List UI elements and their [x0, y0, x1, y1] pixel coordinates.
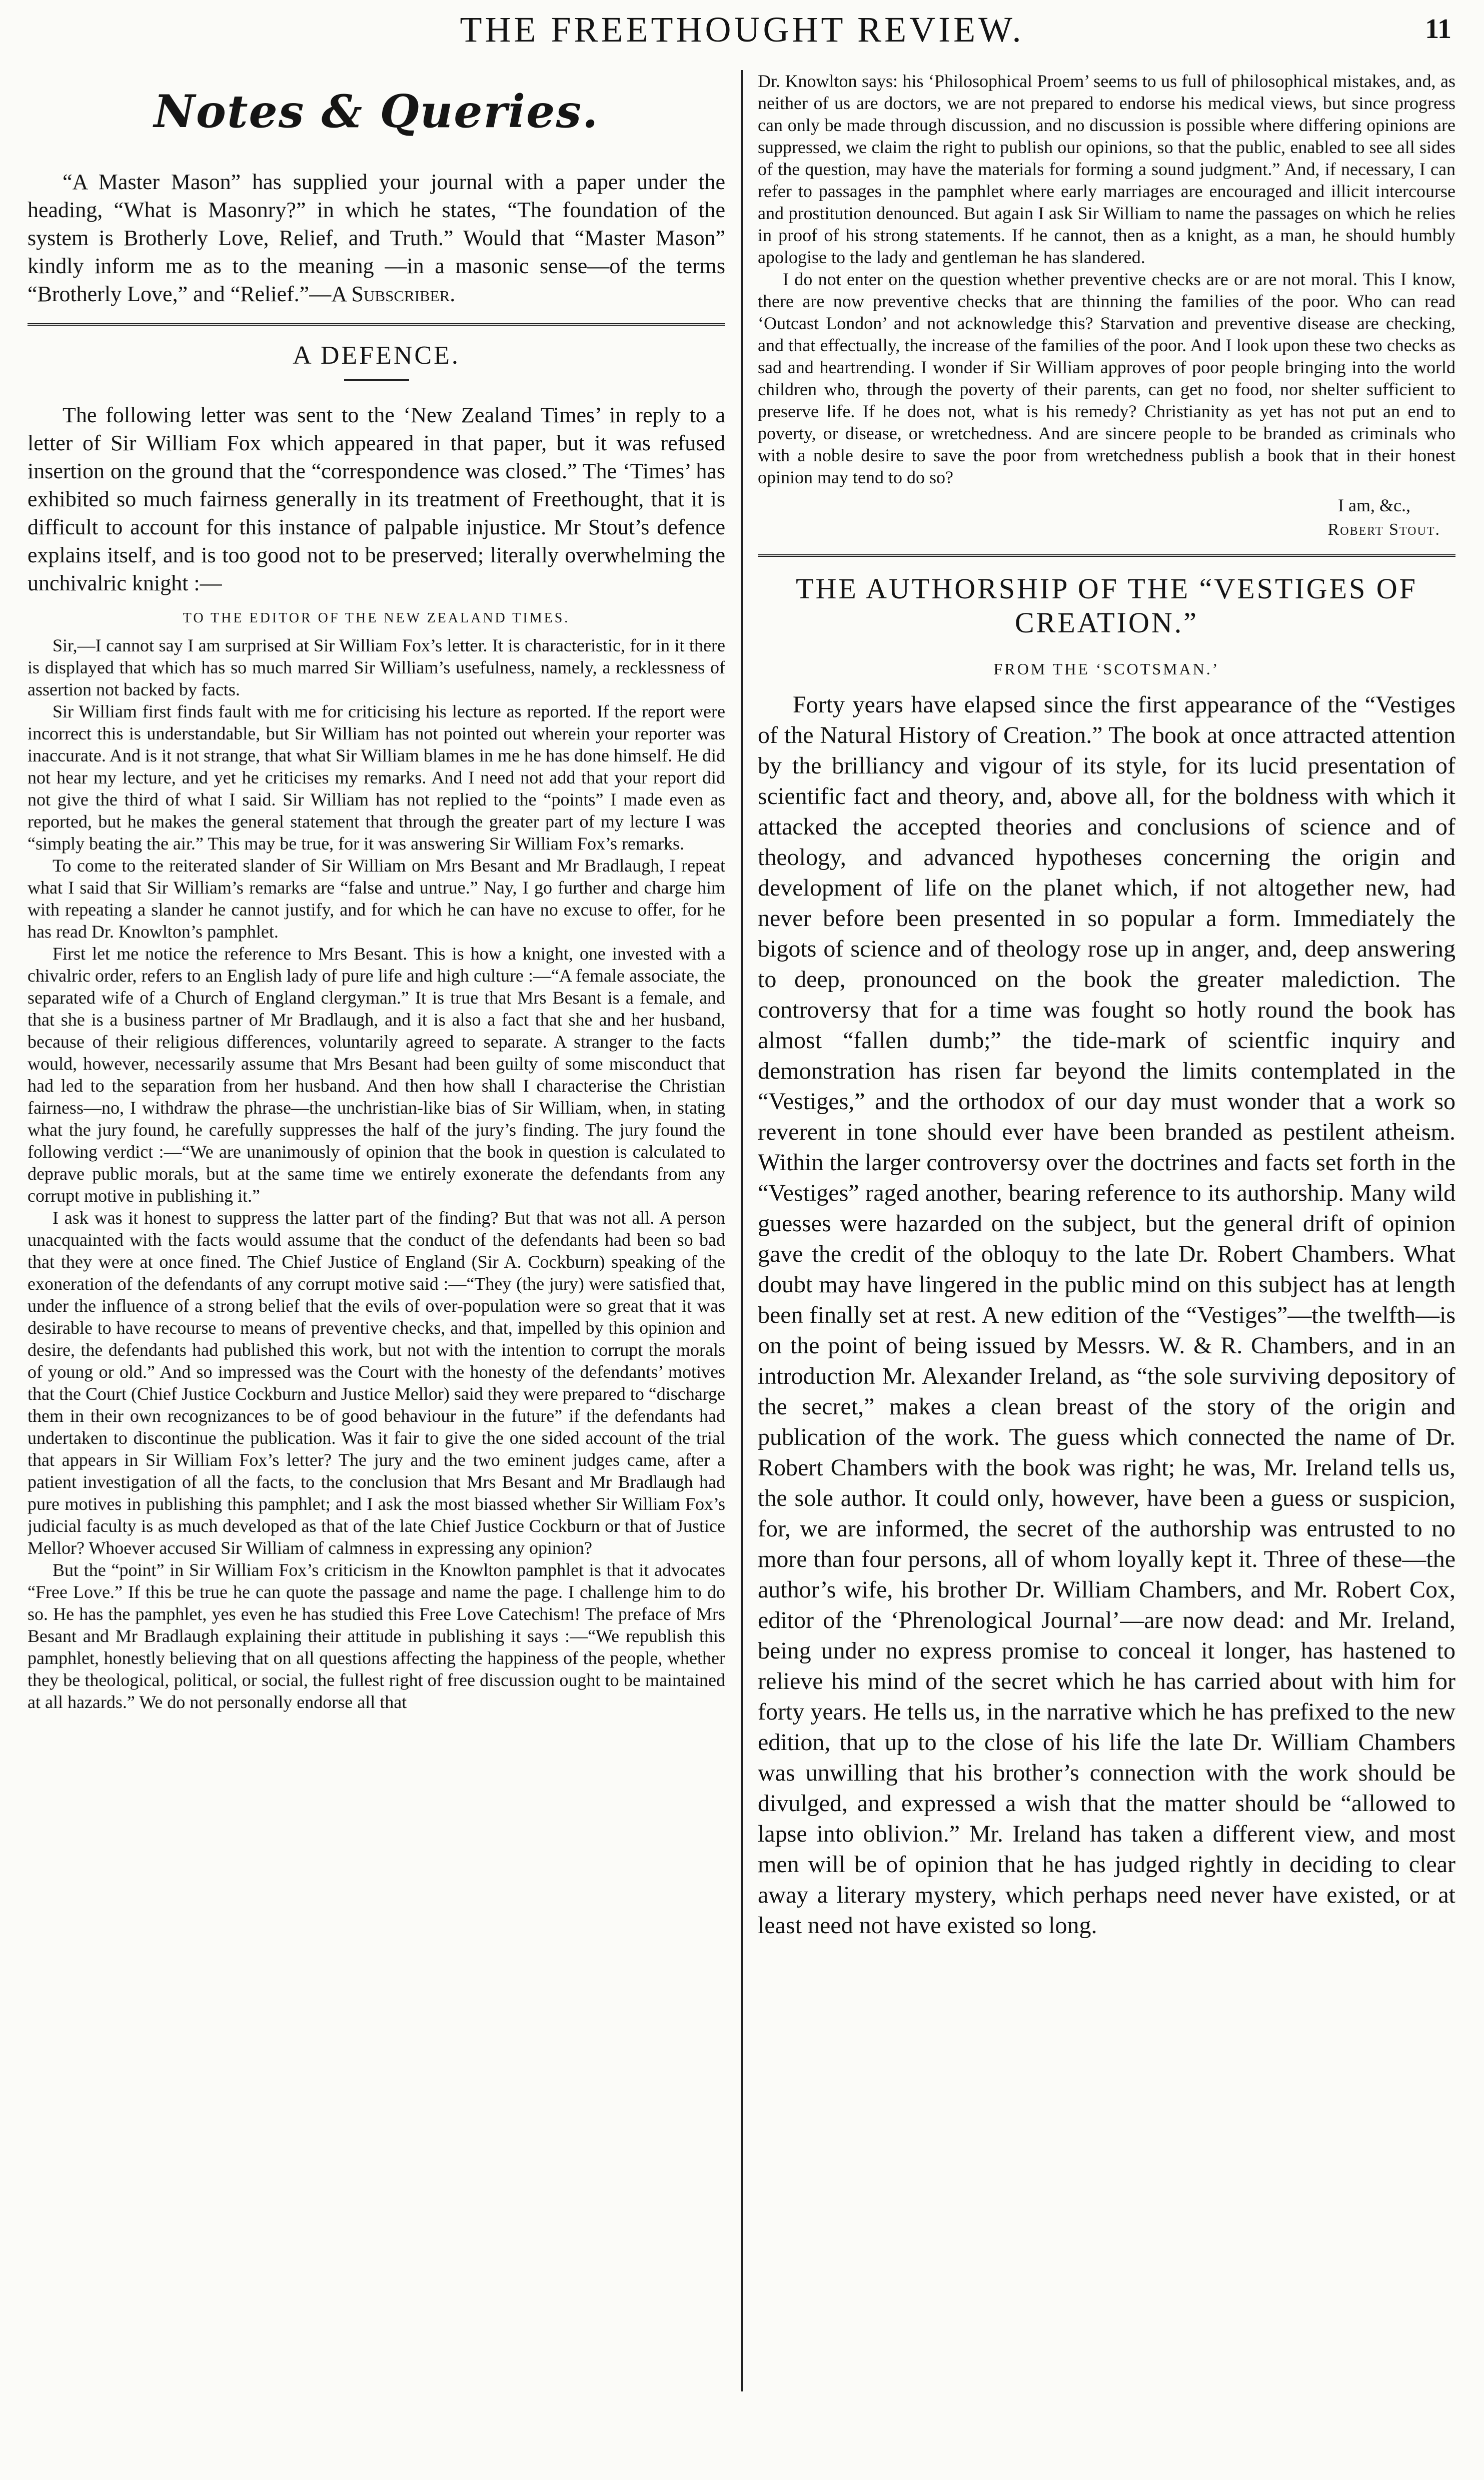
- letter-paragraph: Sir William first finds fault with me for criticising his lecture as reported. If the report were incorrect this is understandable, but Sir William has not pointed out wherein your reporter was inaccurate. And is it not strange, that what Sir William blames in me he has done himself. He did not hear my lecture, and yet he criticises my remarks. And I need not add that your report did not give the third of what I said. Sir William has not replied to the “points” I made even as reported, but he makes the general statement that through the greater part of my lecture I was “simply beating the air.” This may be true, for it was answering Sir William Fox’s remarks.: [28, 701, 725, 854]
- query-body: “A Master Mason” has supplied your journal with a paper under the heading, “What is Masonry?” in which he states, “The foundation of the system is Brotherly Love, Relief, and Truth.” Would that “Master Mason” kindly inform me as to the meaning —in a masonic sense—of the terms “Brotherly Love,” and “Relief.”—: [28, 170, 725, 306]
- letter-author: Robert Stout.: [1327, 520, 1440, 539]
- right-column: [758, 70, 1455, 2401]
- page-number: 11: [1425, 14, 1451, 45]
- letter-continuation: Dr. Knowlton says: his ‘Philosophical Proem’ seems to us full of philosophical mistakes, and, as neither of us are doctors, we are not prepared to endorse his medical views, but since progress can only be made through discussion, and no discussion is possible where differing opinions are suppressed, we claim the right to publish our opinions, so that the public, enabled to see all sides of the question, may have the materials for forming a sound judgment.” And, if necessary, I can refer to passages in the pamphlet where early marriages are encouraged and illicit intercourse and prostitution denounced. But again I ask Sir William to name the passages on which he relies in proof of his strong statements. If he cannot, then as a knight, as a man, he should humbly apologise to the lady and gentleman he has slandered.: [758, 71, 1455, 267]
- page-header: [0, 0, 1484, 70]
- notes-query-text: [28, 168, 725, 308]
- vestiges-title: THE AUTHORSHIP OF THE “VESTIGES OF CREATION.”: [796, 572, 1417, 639]
- short-rule: [344, 379, 409, 381]
- journal-title: THE FREETHOUGHT REVIEW.: [460, 10, 1024, 50]
- left-column: [28, 70, 725, 2401]
- column-divider: [741, 70, 743, 2391]
- letter-paragraph: First let me notice the reference to Mrs Besant. This is how a knight, one invested with a chivalric order, refers to an English lady of pure life and high culture :—“A female associate, the separated wife of a Church of England clergyman.” It is true that Mrs Besant is a female, and that she is a business partner of Mr Bradlaugh, and it is also a fact that she and her husband, because of their religious differences, voluntarily agreed to separate. A stranger to the facts would, however, necessarily assume that Mrs Besant had been guilty of some misconduct that had led to the separation from her husband. And then how shall I characterise the Christian fairness—no, I withdraw the phrase—the unchristian-like bias of Sir William, when, in stating what the jury found, he carefully suppresses the half of the jury’s finding. The jury found the following verdict :—“We are unanimously of opinion that the book in question is calculated to deprave public morals, but at the same time we entirely exonerate the defendants from any corrupt motive in publishing it.”: [28, 944, 725, 1206]
- section-divider: [758, 554, 1455, 557]
- letter-paragraph: To come to the reiterated slander of Sir William on Mrs Besant and Mr Bradlaugh, I repeat what I said that Sir William’s remarks are “false and untrue.” Nay, I go further and charge him with repeating a slander he cannot justify, and for which he can have no excuse to offer, for he has read Dr. Knowlton’s pamphlet.: [28, 856, 725, 942]
- letter-paragraph: But the “point” in Sir William Fox’s criticism in the Knowlton pamphlet is that it advocates “Free Love.” If this be true he can quote the passage and name the page. I challenge him to do so. He has the pamphlet, yes even he has studied this Free Love Catechism! The preface of Mrs Besant and Mr Bradlaugh explaining their attitude in publishing it says :—“We republish this pamphlet, honestly believing that on all questions affecting the happiness of the people, whether they be theological, political, or social, the fullest right of free discussion ought to be maintained at all hazards.” We do not personally endorse all that: [28, 1560, 725, 1712]
- notes-queries-title: Notes & Queries.: [154, 85, 599, 138]
- section-divider: [28, 323, 725, 326]
- to-editor-heading: TO THE EDITOR OF THE NEW ZEALAND TIMES.: [183, 610, 570, 626]
- query-signature: A Subscriber.: [331, 282, 456, 306]
- vestiges-body: Forty years have elapsed since the first appearance of the “Vestiges of the Natural History of Creation.” The book at once attracted attention by the brilliancy and vigour of its style, for its lucid presentation of scientific fact and theory, and, above all, for the boldness with which it attacked the accepted theories and conclusions of science and of theology, and advanced hypotheses concerning the origin and development of life on the planet which, if not altogether new, had never before been presented in so popular a form. Immediately the bigots of science and of theology rose up in anger, and, deep answering to deep, pronounced on the book the greater malediction. The controversy that for a time was fought so hotly round the book has almost “fallen dumb;” the tide-mark of scientfic inquiry and demonstration has risen far beyond the limits contemplated in the “Vestiges,” and the orthodox of our day must wonder that a work so reverent in tone should ever have been branded as pestilent atheism. Within the larger controversy over the doctrines and facts set forth in the “Vestiges” raged another, bearing reference to its authorship. Many wild guesses were hazarded on the subject, but the general drift of opinion gave the credit of the obloquy to the late Dr. Robert Chambers. What doubt may have lingered in the public mind on this subject has at length been finally set at rest. A new edition of the “Vestiges”—the twelfth—is on the point of being issued by Messrs. W. & R. Chambers, and in an introduction Mr. Alexander Ireland, as “the sole surviving depository of the secret,” makes a clean breast of the story of the origin and publication of the work. The guess which connected the name of Dr. Robert Chambers with the book was right; he was, Mr. Ireland tells us, the sole author. It could only, however, have been a guess or suspicion, for, we are informed, the secret of the authorship was entrusted to no more than four persons, all of whom loyally kept it. Three of these—the author’s wife, his brother Dr. William Chambers, and Mr. Robert Cox, editor of the ‘Phrenological Journal’—are now dead: and Mr. Ireland, being under no express promise to conceal it longer, has hastened to relieve his mind of the secret which he has carried about with him for forty years. He tells us, in the narrative which he has prefixed to the new edition, that up to the close of his life the late Dr. William Chambers was unwilling that his brother’s connection with the work should be divulged, and expressed a wish that the matter should be “allowed to lapse into oblivion.” Mr. Ireland has taken a different view, and most men will be of opinion that he has judged rightly in deciding to clear away a literary mystery, which perhaps need never have existed, or at least need not have existed so long.: [758, 691, 1455, 1939]
- vestiges-source: FROM THE ‘SCOTSMAN.’: [993, 660, 1220, 678]
- letter-paragraph: I ask was it honest to suppress the latter part of the finding? But that was not all. A person unacquainted with the facts would assume that the conduct of the defendants had been so bad that they were at once fined. The Chief Justice of England (Sir A. Cockburn) speaking of the exoneration of the defendants of any corrupt motive said :—“They (the jury) were satisfied that, under the influence of a strong belief that the evils of over-population were so great that it was desirable to have recourse to means of preventive checks, and that, impelled by this opinion and desire, the defendants had published this work, but not with the intention to corrupt the morals of young or old.” And so impressed was the Court with the honesty of the defendants’ motives that the Court (Chief Justice Cockburn and Justice Mellor) said they were prepared to “discharge them in their own recognizances to be of good behaviour in the future” if the defendants had undertaken to discontinue the publication. Was it fair to give the one sided account of the trial that appears in Sir William Fox’s letter? The jury and the two eminent judges came, after a patient investigation of all the facts, to the conclusion that Mrs Besant and Mr Bradlaugh had pure motives in publishing this pamphlet; and I ask the most biassed whether Sir William Fox’s judicial faculty is as much developed as that of the late Chief Justice Cockburn or that of Justice Mellor? Whoever accused Sir William of calmness in expressing any opinion?: [28, 1208, 725, 1558]
- letter-continuation: I do not enter on the question whether preventive checks are or are not moral. This I know, there are now preventive checks that are thinning the families of the poor. Who can read ‘Outcast London’ and not acknowledge this? Starvation and preventive disease are checking, and that effectually, the increase of the families of the poor. And I look upon these two checks as sad and heartrending. I wonder if Sir William approves of poor people bringing into the world children who, through the poverty of their parents, can get no food, nor shelter sufficient to preserve life. If he does not, what is his remedy? Christianity as yet has not put an end to poverty, or disease, or wretchedness. And are sincere people to be branded as criminals who with a noble desire to save the poor from wretchedness publish a book that in their honest opinion may tend to do so?: [758, 269, 1455, 487]
- letter-sign-off: I am, &c.,: [1338, 495, 1410, 515]
- letter-paragraph: Sir,—I cannot say I am surprised at Sir William Fox’s letter. It is characteristic, for in it there is displayed that which has so much marred Sir William’s usefulness, namely, a recklessness of assertion not backed by facts.: [28, 635, 725, 699]
- defence-intro: The following letter was sent to the ‘New Zealand Times’ in reply to a letter of Sir William Fox which appeared in that paper, but it was refused insertion on the ground that the “correspondence was closed.” The ‘Times’ has exhibited so much fairness generally in its treatment of Freethought, that it is difficult to account for this instance of palpable injustice. Mr Stout’s defence explains itself, and is too good not to be preserved; literally overwhelming the unchivalric knight :—: [28, 403, 725, 595]
- defence-title: A DEFENCE.: [293, 341, 460, 370]
